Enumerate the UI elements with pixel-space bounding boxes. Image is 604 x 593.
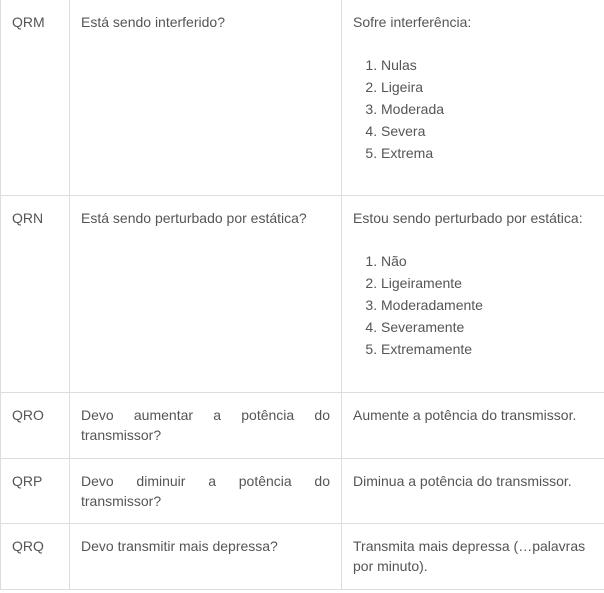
- question-cell: Devo transmitir mais depressa?: [70, 524, 342, 590]
- answer-text: Estou sendo perturbado por estática:: [353, 210, 583, 226]
- question-cell: Está sendo interferido?: [70, 0, 342, 196]
- table-row: [1, 196, 604, 393]
- list-item: 3. Moderadamente: [381, 294, 594, 316]
- list-item: 3. Moderada: [381, 98, 594, 120]
- list-item: 4. Severa: [381, 120, 594, 142]
- q-code-cell: QRP: [1, 459, 70, 524]
- list-item: 2. Ligeiramente: [381, 272, 594, 294]
- list-item: 4. Severamente: [381, 316, 594, 338]
- list-item: 1. Não: [381, 250, 594, 272]
- question-cell: Devo aumentar a potência do transmissor?: [70, 393, 342, 459]
- q-code-cell: QRQ: [1, 524, 70, 590]
- table-row: [1, 524, 604, 590]
- list-item: 2. Ligeira: [381, 76, 594, 98]
- table-row: [1, 0, 604, 196]
- list-item: 1. Nulas: [381, 54, 594, 76]
- list-item: 5. Extrema: [381, 142, 594, 164]
- answer-cell: Aumente a potência do transmissor.: [342, 393, 604, 459]
- table-row: [1, 393, 604, 459]
- q-code-cell: QRM: [1, 0, 70, 196]
- options-list: [353, 54, 594, 164]
- answer-cell: [342, 0, 604, 196]
- options-list: [353, 250, 594, 360]
- question-cell: Está sendo perturbado por estática?: [70, 196, 342, 393]
- answer-cell: Diminua a potência do transmissor.: [342, 459, 604, 524]
- answer-text: Sofre interferência:: [353, 14, 472, 30]
- q-code-cell: QRO: [1, 393, 70, 459]
- q-code-cell: QRN: [1, 196, 70, 393]
- answer-cell: Transmita mais depressa (…palavras por minuto).: [342, 524, 604, 590]
- question-cell: Devo diminuir a potência do transmissor?: [70, 459, 342, 524]
- list-item: 5. Extremamente: [381, 338, 594, 360]
- answer-cell: [342, 196, 604, 393]
- table-row: [1, 459, 604, 524]
